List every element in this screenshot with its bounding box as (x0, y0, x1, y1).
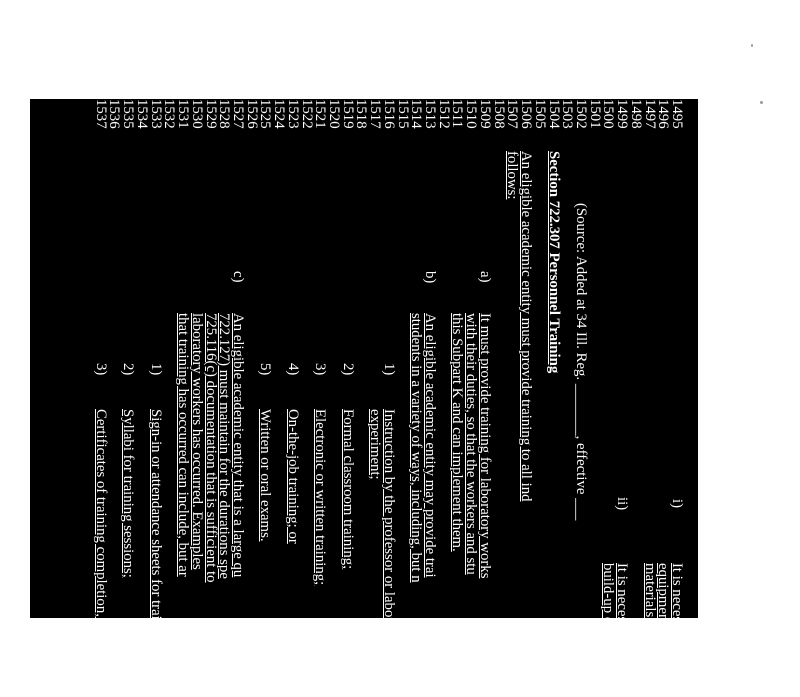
line-text: equipment, such as wi (655, 563, 672, 695)
document-line (298, 99, 315, 618)
line-number: 1498 (627, 99, 644, 129)
line-text: Formal classroom training; (339, 409, 356, 570)
document-line (627, 99, 644, 618)
document-line (531, 99, 548, 618)
document-line (435, 99, 452, 618)
list-marker: c) (229, 271, 246, 283)
line-number: 1506 (518, 99, 535, 129)
scanned-page (30, 99, 698, 697)
line-text: students in a variety of ways, including, but n (408, 313, 425, 583)
line-text: Written or oral exams. (257, 409, 274, 542)
document-line (369, 99, 383, 618)
document-line (586, 99, 603, 618)
line-text: with their duties, so that the workers and stu (463, 313, 480, 575)
document-line (559, 99, 576, 618)
document-line (147, 99, 164, 632)
document-line (243, 99, 260, 618)
line-text: Instruction by the professor or labora (380, 409, 397, 629)
line-number: 1517 (367, 99, 384, 129)
document-line (408, 99, 425, 618)
document-line (449, 99, 466, 618)
line-text: experiment; (367, 409, 384, 480)
line-number: 1507 (504, 99, 521, 129)
line-number: 1518 (353, 99, 370, 129)
line-number: 1535 (120, 99, 137, 129)
scan-speck (751, 44, 753, 47)
line-text: (Source: Added at 34 Ill. Reg. _______, effective ___ (572, 203, 589, 521)
line-text: An eligible academic entity must provide training to all ind (518, 151, 535, 502)
list-marker: 2) (120, 363, 137, 376)
line-number: 1512 (435, 99, 452, 129)
document-line (257, 99, 274, 618)
line-number: 1514 (408, 99, 425, 129)
line-text: It is necessary for the (669, 563, 685, 690)
line-text: Syllabi for training sessions; (120, 409, 137, 578)
line-number: 1495 (669, 99, 685, 129)
document-line (273, 99, 287, 618)
line-number: 1515 (394, 99, 411, 129)
line-number: 1531 (175, 99, 192, 129)
line-text: 722.127) must maintain for the durations spe (216, 313, 233, 579)
line-number: 1534 (133, 99, 150, 129)
document-line (328, 99, 342, 618)
line-number: 1501 (586, 99, 603, 129)
line-number: 1529 (202, 99, 219, 129)
document-line (353, 99, 370, 618)
line-text: laboratory workers has occurred. Examples (188, 313, 205, 570)
line-number: 1510 (463, 99, 480, 129)
line-number: 1504 (545, 99, 562, 129)
line-number: 1519 (339, 99, 356, 129)
line-number: 1536 (106, 99, 123, 129)
line-number: 1523 (284, 99, 301, 129)
list-marker: ii) (614, 497, 631, 511)
line-number: 1522 (298, 99, 315, 129)
line-number: 1527 (229, 99, 246, 129)
document-line (490, 99, 507, 618)
line-number: 1532 (161, 99, 178, 129)
document-line (106, 99, 123, 618)
line-number: 1525 (257, 99, 274, 129)
document-line (312, 99, 329, 618)
document-line (133, 99, 150, 618)
line-number: 1533 (147, 99, 164, 129)
document-line (520, 99, 534, 618)
line-text: materials from high pe (641, 563, 658, 697)
line-text: It is necessary to prev (614, 563, 631, 693)
list-marker: 2) (339, 363, 356, 376)
line-number: 1502 (572, 99, 589, 129)
document-line (216, 99, 233, 618)
line-number: 1511 (449, 99, 466, 129)
document-line (463, 99, 480, 618)
line-number: 1530 (188, 99, 205, 129)
list-marker: 1) (380, 363, 397, 376)
document-line (394, 99, 411, 618)
document-line (92, 99, 109, 629)
line-number: 1526 (243, 99, 260, 129)
line-text: An eligible academic entity may provide trai (422, 313, 439, 578)
document-line (424, 99, 438, 618)
document-line (284, 99, 301, 618)
line-text: An eligible academic entity that is a large qu (229, 313, 246, 578)
line-number: 1537 (92, 99, 109, 129)
document-line (504, 99, 521, 618)
line-text: Sign-in or attendance sheets for traini (147, 409, 164, 632)
document-line (161, 99, 178, 618)
list-marker: 1) (147, 363, 164, 376)
list-marker: 4) (284, 363, 301, 376)
document-body (30, 99, 698, 697)
document-line (655, 99, 672, 695)
line-number: 1528 (216, 99, 233, 129)
document-line (177, 99, 191, 618)
line-text: On-the-job training; or (284, 409, 301, 544)
document-line (120, 99, 137, 618)
line-text: this Subpart K and can implement them. (449, 313, 466, 552)
document-line (339, 99, 356, 618)
document-line (572, 99, 589, 618)
document-line (669, 99, 685, 690)
line-text: that training has occurred can include, but ar (175, 313, 192, 577)
line-number: 1500 (600, 99, 617, 129)
document-line (641, 99, 658, 697)
line-number: 1513 (422, 99, 439, 129)
line-text: follows: (504, 151, 521, 200)
line-text: Electronic or written training; (312, 409, 329, 586)
line-number: 1499 (614, 99, 631, 129)
document-line (188, 99, 205, 618)
line-number: 1497 (641, 99, 658, 129)
list-marker: b) (422, 271, 439, 284)
line-number: 1524 (271, 99, 288, 129)
document-line (229, 99, 246, 618)
line-number: 1496 (655, 99, 672, 129)
line-text: It must provide training for laboratory works (476, 313, 493, 579)
line-number: 1516 (380, 99, 397, 129)
line-number: 1505 (531, 99, 548, 129)
document-line (600, 99, 617, 692)
line-number: 1509 (476, 99, 493, 129)
list-marker: 5) (257, 363, 274, 376)
line-text: 725.116(c) documentation that is sufficient to (202, 313, 219, 583)
scan-speck (760, 101, 763, 104)
document-line (202, 99, 219, 618)
list-marker: a) (476, 271, 493, 283)
line-number: 1521 (312, 99, 329, 129)
line-text: build-up of extreme p (600, 563, 617, 692)
line-text: Certificates of training completion, o (92, 409, 109, 629)
document-line (380, 99, 397, 629)
line-number: 1503 (559, 99, 576, 129)
document-line (476, 99, 493, 618)
line-number: 1508 (490, 99, 507, 129)
document-line (614, 99, 631, 693)
list-marker: i) (669, 499, 685, 509)
list-marker: 3) (312, 363, 329, 376)
section-heading: Section 722.307 Personnel Training (545, 151, 562, 374)
line-number: 1520 (326, 99, 342, 129)
list-marker: 3) (92, 363, 109, 376)
document-line (545, 99, 562, 618)
